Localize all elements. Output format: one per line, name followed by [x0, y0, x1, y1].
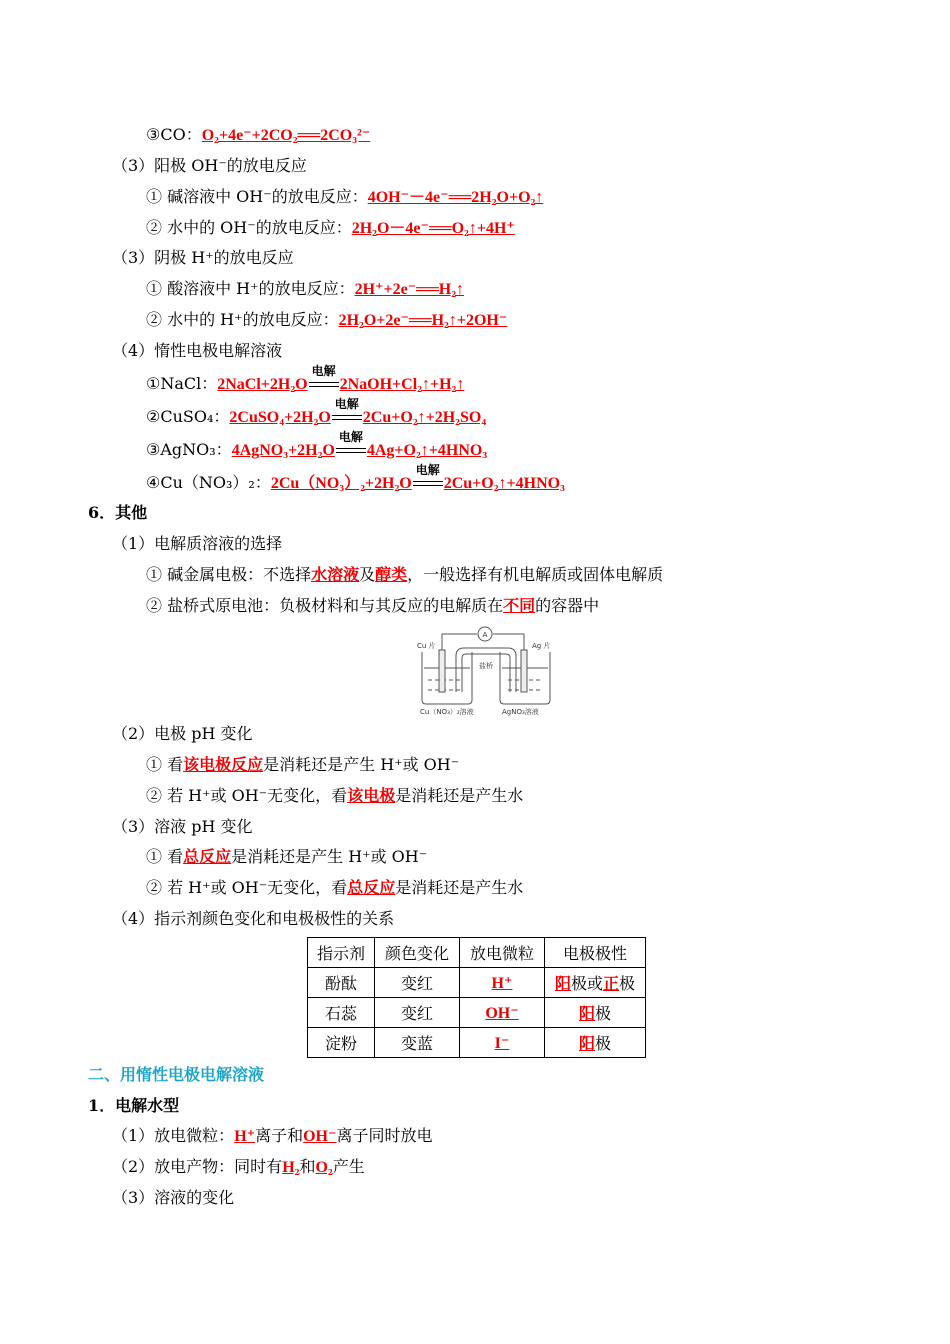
cu-electrode-label: Cu 片 — [417, 642, 436, 650]
s6-heading-4: （4）指示剂颜色变化和电极极性的关系 — [112, 909, 395, 928]
s6-line-4: ② 若 H⁺或 OH⁻无变化，看该电极是消耗还是产生水 — [146, 786, 524, 805]
indicator-table — [307, 937, 646, 1058]
salt-bridge-cell-figure — [412, 622, 562, 716]
table-row: 淀粉 变蓝 I⁻ 阳极 — [308, 1028, 646, 1058]
s6-line-3: ① 看该电极反应是消耗还是产生 H⁺或 OH⁻ — [146, 755, 460, 774]
section-2-title: 二、用惰性电极电解溶液 — [88, 1065, 265, 1084]
line-co2: ③CO：O₂+4e⁻+2CO₂══2CO₃²⁻ — [146, 125, 371, 144]
table-header: 颜色变化 — [375, 938, 460, 968]
line-water-h: ② 水中的 H⁺的放电反应：2H₂O+2e⁻══H₂↑+2OH⁻ — [146, 310, 508, 329]
s1-line-2: （2）放电产物：同时有H₂和O₂产生 — [112, 1157, 365, 1176]
electrolysis-condition: 电解 — [331, 406, 363, 428]
eq-cuso4: ②CuSO₄：2CuSO₄+2H₂O 电解 2Cu+O₂↑+2H₂SO₄ — [146, 397, 487, 426]
table-row: 石蕊 变红 OH⁻ 阳极 — [308, 998, 646, 1028]
eq-cuno3: ④Cu（NO₃）₂：2Cu（NO₃）₂+2H₂O 电解 2Cu+O₂↑+4HNO₃ — [146, 463, 565, 492]
table-row: 酚酞 变红 H⁺ 阳极或正极 — [308, 968, 646, 998]
answer: 2H⁺+2e⁻══H₂↑ — [354, 281, 465, 298]
meter-label: A — [482, 631, 488, 639]
heading-cathode: （3）阴极 H⁺的放电反应 — [112, 248, 294, 267]
electrolysis-condition: 电解 — [412, 472, 444, 494]
ag-solution-label: AgNO₃溶液 — [502, 708, 539, 716]
s6-heading-3: （3）溶液 pH 变化 — [112, 817, 253, 836]
line-alkali-oh: ① 碱溶液中 OH⁻的放电反应：4OH⁻－4e⁻══2H₂O+O₂↑ — [146, 187, 544, 206]
eq-agno3: ③AgNO₃：4AgNO₃+2H₂O 电解 4Ag+O₂↑+4HNO₃ — [146, 430, 488, 459]
answer: 2H₂O－4e⁻══O₂↑+4H⁺ — [351, 220, 515, 237]
salt-bridge-label: 盐桥 — [479, 662, 493, 670]
heading-anode: （3）阳极 OH⁻的放电反应 — [112, 156, 307, 175]
subsection-1-title: 1．电解水型 — [88, 1096, 180, 1115]
s1-line-3: （3）溶液的变化 — [112, 1188, 235, 1207]
cu-solution-label: Cu（NO₃）₂溶液 — [420, 708, 474, 716]
table-header: 指示剂 — [308, 938, 375, 968]
s1-line-1: （1）放电微粒：H⁺离子和OH⁻离子同时放电 — [112, 1126, 433, 1145]
table-header: 电极极性 — [545, 938, 646, 968]
answer: 4OH⁻－4e⁻══2H₂O+O₂↑ — [367, 189, 544, 206]
answer: 2H₂O+2e⁻══H₂↑+2OH⁻ — [338, 312, 508, 329]
line-water-oh: ② 水中的 OH⁻的放电反应：2H₂O－4e⁻══O₂↑+4H⁺ — [146, 218, 515, 237]
electrolysis-condition: 电解 — [308, 373, 340, 395]
electrolysis-condition: 电解 — [335, 439, 367, 461]
s6-heading-2: （2）电极 pH 变化 — [112, 724, 253, 743]
heading-inert: （4）惰性电极电解溶液 — [112, 341, 283, 360]
s6-line-2: ② 盐桥式原电池：负极材料和与其反应的电解质在不同的容器中 — [146, 596, 600, 615]
s6-heading-1: （1）电解质溶液的选择 — [112, 534, 283, 553]
table-header: 放电微粒 — [460, 938, 545, 968]
s6-line-1: ① 碱金属电极：不选择水溶液及醇类，一般选择有机电解质或固体电解质 — [146, 565, 664, 584]
line-acid-h: ① 酸溶液中 H⁺的放电反应：2H⁺+2e⁻══H₂↑ — [146, 279, 465, 298]
s6-line-6: ② 若 H⁺或 OH⁻无变化，看总反应是消耗还是产生水 — [146, 878, 524, 897]
section-6-title: 6．其他 — [88, 503, 148, 522]
eq-nacl: ①NaCl：2NaCl+2H₂O 电解 2NaOH+Cl₂↑+H₂↑ — [146, 364, 465, 393]
ag-electrode-label: Ag 片 — [532, 642, 551, 650]
table-header-row — [308, 938, 646, 968]
s6-line-5: ① 看总反应是消耗还是产生 H⁺或 OH⁻ — [146, 847, 428, 866]
answer: O₂+4e⁻+2CO₂══2CO₃²⁻ — [201, 127, 371, 144]
